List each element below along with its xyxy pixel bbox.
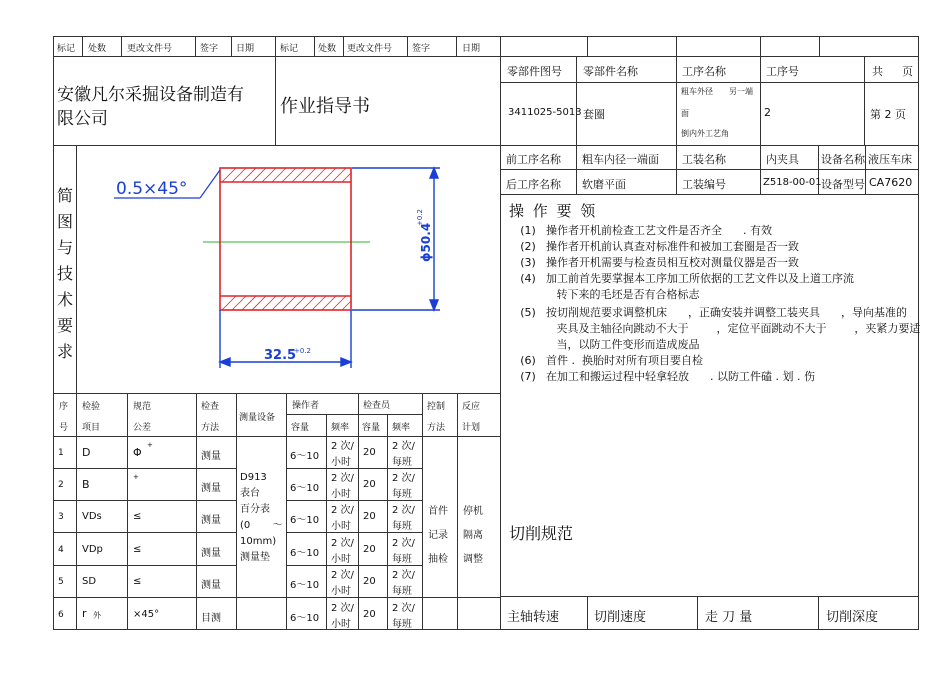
operation-item: (4) 加工前首先要掌握本工序加工所依据的工艺文件以及上道工序流: [520, 272, 854, 285]
hdr-capacity: 容量: [291, 423, 310, 433]
row4-capacity: 6～10: [290, 548, 320, 559]
rev-col-mark: 标记: [57, 44, 76, 54]
row5-freq-1: 2 次/: [331, 570, 354, 581]
process-name-line1b: 另一端: [729, 87, 753, 96]
row6-item: r: [82, 607, 87, 620]
row4-capacity-2: 20: [363, 544, 376, 555]
cut-depth-label: 切削深度: [826, 610, 879, 625]
process-no-value: 2: [764, 106, 771, 119]
process-name-line2: 面: [681, 109, 689, 118]
operation-item: (6) 首件 . 换胎时对所有项目要自检: [520, 354, 703, 367]
row5-capacity-2: 20: [363, 576, 376, 587]
row5-capacity: 6～10: [290, 580, 320, 591]
row6-spec: ×45°: [133, 609, 160, 620]
hdr-operator: 操作者: [292, 401, 320, 411]
process-name-line3: 倒内外工艺角: [681, 129, 729, 138]
hdr-control-2: 方法: [427, 423, 446, 433]
operation-item: (2) 操作者开机前认真查对标准件和被加工套圈是否一致: [520, 240, 799, 253]
tooling-no-label: 工装编号: [682, 178, 726, 191]
operation-item-cont: 转下来的毛坯是否有合格标志: [546, 288, 700, 301]
hdr-control-1: 控制: [427, 402, 446, 412]
process-name-line1: 粗车外径: [681, 87, 713, 96]
sleeve-section: [220, 168, 351, 310]
hdr-reaction-2: 计划: [462, 423, 481, 433]
row2-freq-2: 小时: [331, 489, 351, 500]
row1-seq: 1: [58, 448, 64, 458]
row2-method: 测量: [201, 483, 221, 494]
cutting-speed-label: 切削速度: [594, 610, 647, 625]
rev-col-docno-2: 更改文件号: [347, 44, 393, 54]
row3-freq-2: 小时: [331, 521, 351, 532]
row5-item: SD: [82, 576, 97, 587]
sketch-side-label: 简 图 与 技 术 要 求: [56, 186, 73, 361]
cutting-spec-title: 切削规范: [509, 524, 574, 543]
row1-freq-1: 2 次/: [331, 441, 354, 452]
rev-col-count: 处数: [88, 44, 107, 54]
rev-col-date-2: 日期: [462, 44, 481, 54]
row4-freq-2: 小时: [331, 554, 351, 565]
row3-freq-1: 2 次/: [331, 505, 354, 516]
row1-spec-sup: +: [147, 441, 153, 449]
rev-col-docno: 更改文件号: [127, 44, 173, 54]
row4-spec: ≤: [133, 544, 142, 555]
row4-freq-1: 2 次/: [331, 538, 354, 549]
control-method: 首件 记录 抽检: [428, 506, 448, 565]
part-name-value: 套圈: [583, 108, 605, 121]
drawing-no-value: 3411025-5013: [508, 107, 582, 118]
tooling-no-value: Z518-00-01: [763, 177, 822, 188]
operations-list: [510, 223, 921, 385]
row6-freq-2: 小时: [331, 619, 351, 630]
process-no-label: 工序号: [766, 65, 799, 78]
operation-item: (7) 在加工和搬运过程中轻拿轻放 . 以防工件磕 . 划 . 伤: [520, 370, 815, 383]
row4-item: VDp: [82, 544, 103, 555]
row6-capacity-2: 20: [363, 609, 376, 620]
total-label: 共: [872, 65, 883, 78]
row4-freq2-1: 2 次/: [392, 538, 415, 549]
row3-item: VDs: [82, 511, 102, 522]
row1-method: 测量: [201, 451, 221, 462]
spindle-speed-label: 主轴转速: [507, 610, 560, 625]
row1-freq-2: 小时: [331, 457, 351, 468]
rev-col-sign-2: 签字: [412, 44, 431, 54]
hdr-spec-2: 公差: [133, 423, 152, 433]
hdr-seq-2: 号: [59, 423, 69, 433]
doc-title: 作业指导书: [280, 96, 370, 117]
tooling-name-label: 工装名称: [682, 153, 726, 166]
diameter-tolerance: +0.2: [416, 209, 424, 226]
row4-seq: 4: [58, 545, 64, 555]
length-tolerance: +0.2: [294, 347, 311, 355]
reaction-plan: 停机 隔离 调整: [463, 506, 483, 565]
rev-col-sign: 签字: [200, 44, 219, 54]
hdr-capacity-2: 容量: [362, 423, 381, 433]
row6-freq-1: 2 次/: [331, 603, 354, 614]
next-process-label: 后工序名称: [506, 178, 561, 191]
row6-capacity: 6～10: [290, 613, 320, 624]
page-no-value: 第 2 页: [870, 108, 906, 121]
prev-process-label: 前工序名称: [506, 153, 561, 166]
row4-method: 测量: [201, 548, 221, 559]
hatch-top: [222, 168, 351, 182]
row2-item: B: [82, 478, 90, 491]
row2-capacity: 6～10: [290, 483, 320, 494]
equipment-model-value: CA7620: [869, 176, 913, 189]
next-process-value: 软磨平面: [582, 178, 626, 191]
operation-item: (3) 操作者开机需要与检查员相互校对测量仪器是否一致: [520, 256, 799, 269]
operation-item: (5) 按切削规范要求调整机床 ，正确安装并调整工装夹具 ，导向基准的: [520, 306, 907, 319]
hdr-frequency-2: 频率: [392, 423, 411, 433]
row5-seq: 5: [58, 577, 64, 587]
hdr-method-1: 检查: [201, 402, 220, 412]
equipment-name-value: 液压车床: [868, 153, 912, 166]
row6-freq2-1: 2 次/: [392, 603, 415, 614]
process-name-label: 工序名称: [682, 65, 726, 78]
row5-freq-2: 小时: [331, 586, 351, 597]
row5-freq2-1: 2 次/: [392, 570, 415, 581]
row2-freq2-1: 2 次/: [392, 473, 415, 484]
hdr-item-1: 检验: [82, 402, 101, 412]
hdr-frequency: 频率: [331, 423, 350, 433]
row2-spec-sup: +: [133, 473, 139, 481]
row2-freq2-2: 每班: [392, 489, 412, 500]
prev-process-value: 粗车内径一端面: [582, 153, 659, 166]
equipment-name-label: 设备名称: [821, 153, 865, 166]
row4-freq2-2: 每班: [392, 554, 412, 565]
hdr-spec-1: 规范: [133, 402, 152, 412]
tooling-name-value: 内夹具: [766, 153, 799, 166]
part-drawing: [80, 150, 456, 390]
row5-method: 测量: [201, 580, 221, 591]
hdr-method-2: 方法: [201, 423, 220, 433]
row1-spec: Φ: [133, 446, 142, 459]
hdr-item-2: 项目: [82, 423, 101, 433]
hdr-reaction-1: 反应: [462, 402, 481, 412]
row5-freq2-2: 每班: [392, 586, 412, 597]
length-label: 32.5: [264, 348, 297, 363]
operation-item: (1) 操作者开机前检查工艺文件是否齐全 . 有效: [520, 224, 772, 237]
hatch-bottom: [222, 296, 351, 310]
equipment-model-label: 设备型号: [821, 178, 865, 191]
operation-item-cont: 夹具及主轴径向跳动不大于 ，定位平面跳动不大于 ，夹紧力要适: [546, 322, 921, 335]
rev-col-date: 日期: [236, 44, 255, 54]
operations-title: 操 作 要 领: [509, 202, 598, 220]
row3-capacity: 6～10: [290, 515, 320, 526]
row1-freq2-1: 2 次/: [392, 441, 415, 452]
row6-method: 目测: [201, 613, 221, 624]
company-name-line2: 限公司: [57, 109, 108, 129]
row3-freq2-2: 每班: [392, 521, 412, 532]
row2-freq-1: 2 次/: [331, 473, 354, 484]
row3-seq: 3: [58, 512, 64, 522]
row2-capacity-2: 20: [363, 479, 376, 490]
row3-freq2-1: 2 次/: [392, 505, 415, 516]
row1-item: D: [82, 446, 91, 459]
row2-seq: 2: [58, 480, 64, 490]
hdr-inspector: 检查员: [363, 401, 391, 411]
diameter-label: ϕ50.4: [419, 222, 433, 262]
row3-method: 测量: [201, 515, 221, 526]
drawing-no-label: 零部件图号: [507, 65, 562, 78]
rev-col-count-2: 处数: [318, 44, 337, 54]
page-label: 页: [902, 65, 913, 78]
feed-label: 走 刀 量: [705, 610, 753, 625]
hdr-seq-1: 序: [59, 402, 69, 412]
row1-capacity-2: 20: [363, 447, 376, 458]
row6-item-sub: 外: [93, 611, 101, 620]
row1-freq2-2: 每班: [392, 457, 412, 468]
row3-spec: ≤: [133, 511, 142, 522]
row3-capacity-2: 20: [363, 511, 376, 522]
chamfer-label: 0.5×45°: [116, 179, 188, 199]
row1-capacity: 6～10: [290, 451, 320, 462]
rev-col-mark-2: 标记: [280, 44, 299, 54]
part-name-label: 零部件名称: [583, 65, 638, 78]
hdr-tool: 测量设备: [239, 413, 276, 423]
row5-spec: ≤: [133, 576, 142, 587]
row6-seq: 6: [58, 610, 64, 620]
company-name-line1: 安徽凡尔采掘设备制造有: [57, 85, 244, 105]
measurement-tool: D913 表台 百分表 (0 ～ 10mm) 测量垫: [240, 472, 283, 563]
row6-freq2-2: 每班: [392, 619, 412, 630]
operation-item-cont: 当，以防工件变形而造成废品: [546, 338, 700, 351]
